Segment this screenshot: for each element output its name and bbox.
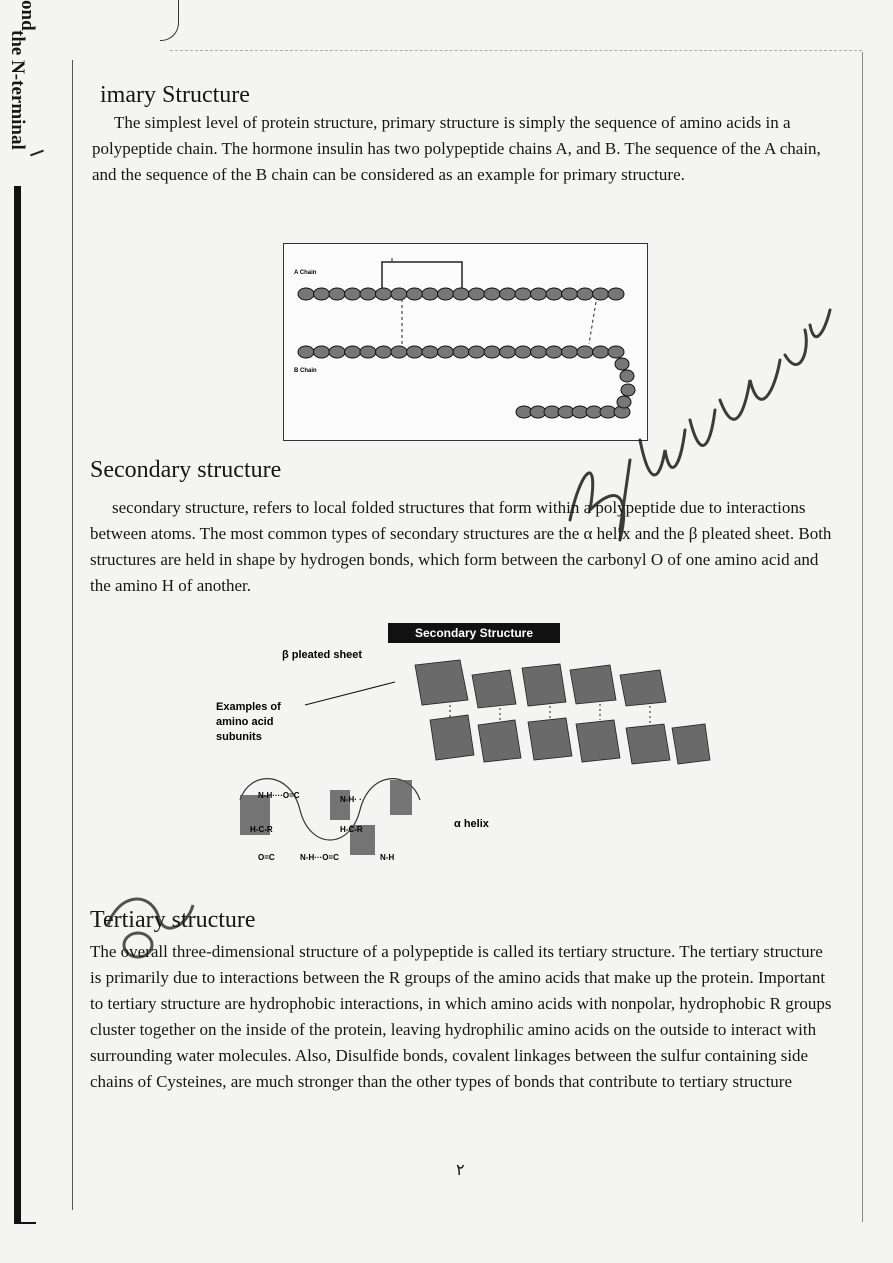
page-curl (160, 0, 179, 41)
amino-acid-bead (531, 288, 547, 300)
page-frame-right (862, 52, 863, 1222)
svg-text:N-H· ·: N-H· · (340, 795, 362, 804)
amino-acid-bead (314, 346, 330, 358)
amino-acid-bead (422, 346, 438, 358)
margin-tick (30, 150, 44, 157)
amino-acid-bead (345, 346, 361, 358)
section-secondary-structure (90, 455, 835, 599)
primary-body: The simplest level of protein structure, primary structure is simply the sequence of amino acids in a polypeptide chain. The hormone insulin has two polypeptide chains A, and B. The sequence of the A chain, and the sequence of the B chain can be considered as an example for primary structure. (92, 113, 821, 184)
amino-acid-bead (469, 346, 485, 358)
margin-strip (0, 0, 70, 1263)
amino-acid-bead (615, 358, 629, 370)
b-chain-beads (298, 346, 624, 358)
examples-label-2: amino acid (216, 716, 274, 728)
amino-acid-bead (484, 288, 500, 300)
secondary-body: secondary structure, refers to local folded structures that form within a polypeptide due to interactions between atoms. The most common types of secondary structures are the α helix and the β pleated sheet. Both structures are held in shape by hydrogen bonds, which form between the carbonyl O of one amino acid and the amino H of another. (90, 498, 832, 595)
a-chain-beads (298, 288, 624, 300)
amino-acid-bead (515, 346, 531, 358)
a-chain-label: A Chain (294, 270, 317, 276)
page-frame-top (170, 50, 862, 52)
amino-acid-bead (329, 346, 345, 358)
beta-sheet-strands (415, 660, 710, 764)
tertiary-body: The overall three-dimensional structure of a polypeptide is called its tertiary structure. The tertiary structure is primarily due to interactions between the R groups of the amino acids that make up the protein. Important to tertiary structure are hydrophobic interactions, in which amino acids with nonpolar, hydrophobic R groups cluster together on the inside of the protein, leaving hydrophilic amino acids on the outside to interact with surrounding water molecules. Also, Disulfide bonds, covalent linkages between the sulfur containing side chains of Cysteines, are much stronger than the other types of bonds that contribute to tertiary structure (90, 942, 832, 1091)
insulin-chain-figure (283, 243, 648, 441)
margin-text-n-terminal: the N-terminal (7, 30, 28, 150)
amino-acid-bead (620, 370, 634, 382)
amino-acid-bead (515, 288, 531, 300)
amino-acid-bead (608, 288, 624, 300)
page-frame-left (72, 60, 73, 1210)
primary-heading: imary Structure (100, 82, 250, 108)
examples-label-1: Examples of (216, 701, 281, 713)
alpha-helix-label: α helix (454, 818, 489, 830)
tertiary-heading: Tertiary structure (90, 907, 256, 933)
amino-acid-bead (360, 288, 376, 300)
amino-acid-bead (391, 288, 407, 300)
amino-acid-bead (562, 288, 578, 300)
secondary-structure-figure (210, 620, 730, 890)
amino-acid-bead (453, 288, 469, 300)
amino-acid-bead (407, 346, 423, 358)
amino-acid-bead (407, 288, 423, 300)
margin-text-top: ond (17, 0, 38, 31)
amino-acid-bead (438, 288, 454, 300)
amino-acid-bead (500, 346, 516, 358)
amino-acid-bead (391, 346, 407, 358)
margin-bar (14, 186, 21, 1224)
amino-acid-bead (621, 384, 635, 396)
amino-acid-bead (577, 346, 593, 358)
svg-text:N-H····O=C: N-H····O=C (258, 791, 300, 800)
b-chain-label: B Chain (294, 368, 317, 374)
b-chain-tail-beads (516, 358, 635, 418)
amino-acid-bead (314, 288, 330, 300)
section-primary-structure (92, 80, 845, 188)
amino-acid-bead (577, 288, 593, 300)
svg-text:H-C-R: H-C-R (250, 825, 273, 834)
amino-acid-bead (500, 288, 516, 300)
amino-acid-bead (329, 288, 345, 300)
amino-acid-bead (617, 396, 631, 408)
amino-acid-bead (376, 288, 392, 300)
svg-text:H-C-R: H-C-R (340, 825, 363, 834)
amino-acid-bead (422, 288, 438, 300)
examples-label-3: subunits (216, 731, 262, 743)
amino-acid-bead (562, 346, 578, 358)
amino-acid-bead (298, 288, 314, 300)
amino-acid-bead (376, 346, 392, 358)
amino-acid-bead (438, 346, 454, 358)
secondary-structure-diagram (210, 620, 730, 890)
svg-text:N-H: N-H (380, 853, 395, 862)
secondary-heading: Secondary structure (90, 457, 282, 483)
margin-base (14, 1222, 36, 1224)
section-tertiary-structure (90, 905, 835, 1095)
amino-acid-bead (345, 288, 361, 300)
figure-title: Secondary Structure (414, 626, 534, 640)
beta-sheet-label: β pleated sheet (282, 649, 363, 661)
amino-acid-bead (298, 346, 314, 358)
amino-acid-bead (593, 346, 609, 358)
page-number: ٢ (456, 1162, 465, 1179)
svg-text:O=C: O=C (258, 853, 275, 862)
insulin-chain-diagram (284, 244, 647, 440)
amino-acid-bead (593, 288, 609, 300)
svg-text:N-H···O=C: N-H···O=C (300, 853, 339, 862)
amino-acid-bead (453, 346, 469, 358)
amino-acid-bead (546, 288, 562, 300)
amino-acid-bead (484, 346, 500, 358)
amino-acid-bead (531, 346, 547, 358)
amino-acid-bead (546, 346, 562, 358)
amino-acid-bead (469, 288, 485, 300)
amino-acid-bead (360, 346, 376, 358)
amino-acid-bead (608, 346, 624, 358)
